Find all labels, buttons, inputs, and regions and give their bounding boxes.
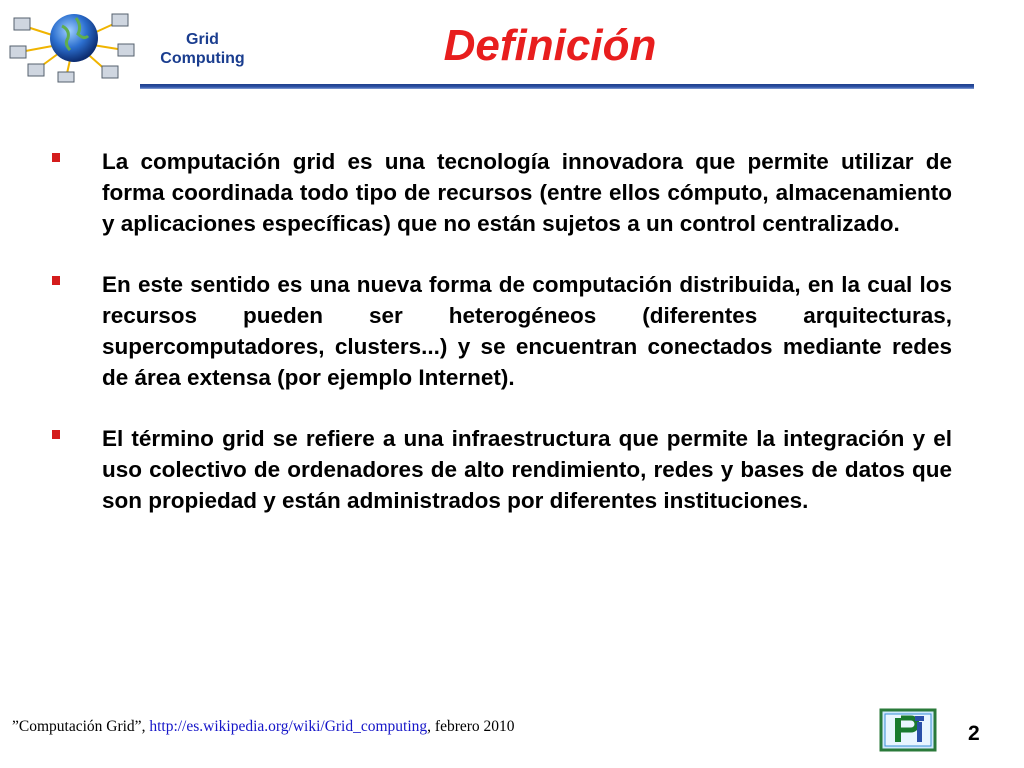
reference-title: ”Computación Grid”,	[12, 718, 150, 735]
list-item	[50, 423, 952, 516]
list-item	[50, 269, 952, 393]
pi-logo	[879, 708, 937, 752]
bullet-list	[50, 146, 952, 546]
square-bullet-icon	[52, 430, 60, 439]
brand-line-1: Grid	[186, 31, 219, 48]
globe-network-icon	[6, 4, 141, 84]
brand-line-2: Computing	[160, 50, 245, 67]
reference-date: , febrero 2010	[427, 718, 515, 735]
pi-logo-icon	[879, 708, 937, 752]
square-bullet-icon	[52, 276, 60, 285]
brand-label	[150, 30, 255, 68]
bullet-text: En este sentido es una nueva forma de computación distribuida, en la cual los recursos pueden ser heterogéneos (diferentes arquitecturas, supercomputadores, clusters...) y se encuentran conectados mediante redes de área extensa (por ejemplo Internet).	[102, 272, 952, 390]
page-number: 2	[968, 722, 980, 745]
footer-reference	[12, 718, 632, 736]
list-item	[50, 146, 952, 239]
header-divider	[140, 84, 974, 89]
page-title: Definición	[443, 21, 657, 70]
bullet-text: El término grid se refiere a una infraestructura que permite la integración y el uso colectivo de ordenadores de alto rendimiento, redes y bases de datos que son propiedad y están administrados por diferentes instituciones.	[102, 426, 952, 513]
reference-link[interactable]: http://es.wikipedia.org/wiki/Grid_computing	[149, 718, 428, 735]
square-bullet-icon	[52, 153, 60, 162]
bullet-text: La computación grid es una tecnología innovadora que permite utilizar de forma coordinada todo tipo de recursos (entre ellos cómputo, almacenamiento y aplicaciones específicas) que no están sujetos a un control centralizado.	[102, 149, 952, 236]
globe-network-logo	[6, 4, 141, 84]
